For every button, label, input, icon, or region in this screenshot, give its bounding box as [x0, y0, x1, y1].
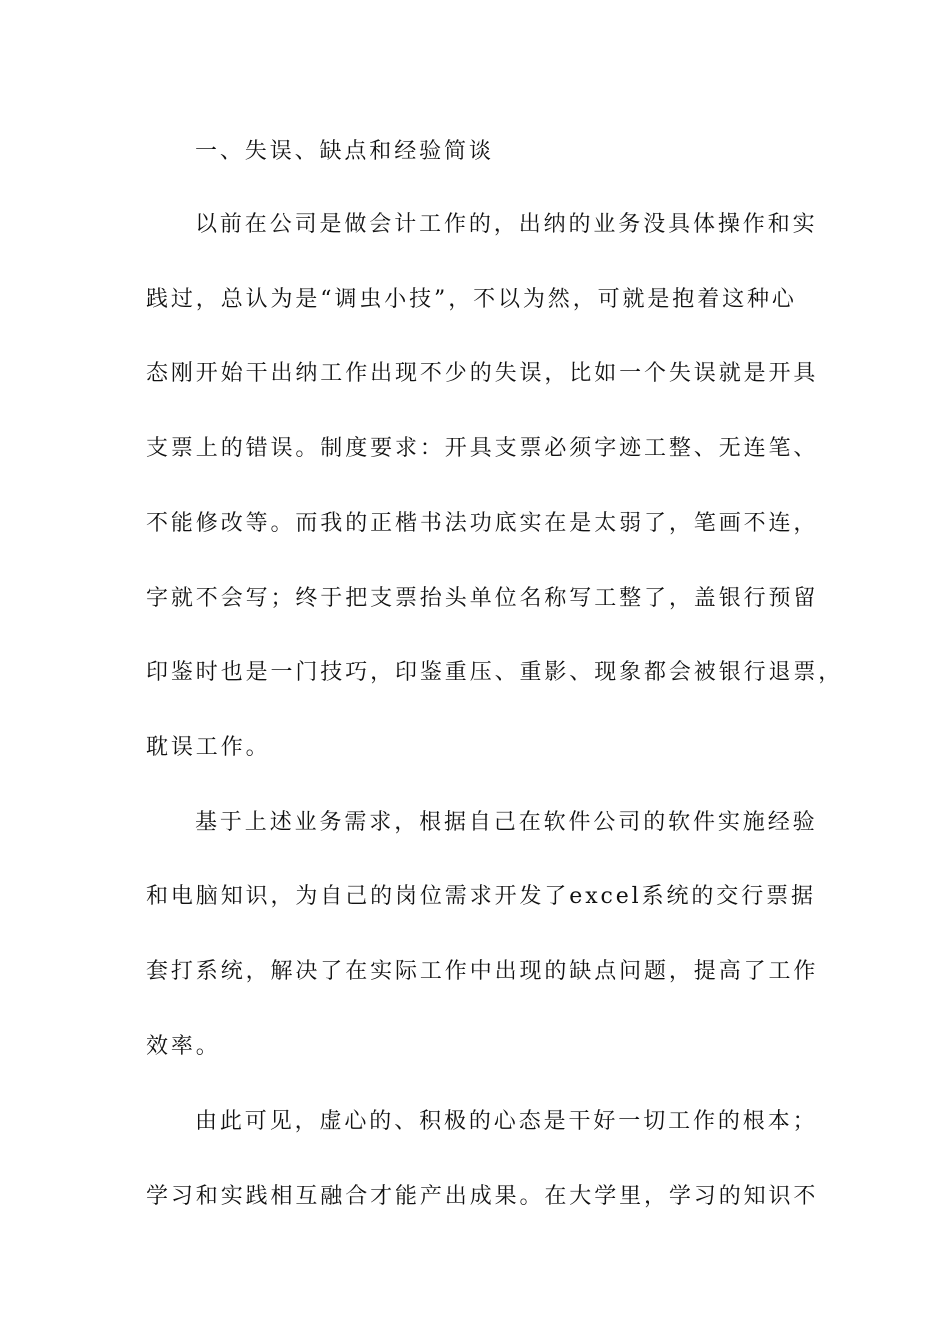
- paragraph-line: 不能修改等。而我的正楷书法功底实在是太弱了，笔画不连，: [146, 511, 819, 536]
- paragraph-line: 字就不会写；终于把支票抬头单位名称写工整了，盖银行预留: [146, 586, 819, 611]
- paragraph-line: 基于上述业务需求，根据自己在软件公司的软件实施经验: [195, 810, 818, 835]
- paragraph-line: 套打系统，解决了在实际工作中出现的缺点问题，提高了工作: [146, 959, 819, 984]
- paragraph-line: 践过，总认为是“调虫小技”，不以为然，可就是抱着这种心: [146, 287, 797, 312]
- paragraph-line: 由此可见，虚心的、积极的心态是干好一切工作的根本；: [195, 1109, 818, 1134]
- section-heading: 一、失误、缺点和经验简谈: [195, 139, 494, 164]
- paragraph-line: 以前在公司是做会计工作的，出纳的业务没具体操作和实: [195, 212, 818, 237]
- paragraph-line: 支票上的错误。制度要求：开具支票必须字迹工整、无连笔、: [146, 436, 819, 461]
- paragraph-line: 态刚开始干出纳工作出现不少的失误，比如一个失误就是开具: [146, 361, 819, 386]
- paragraph-line: 耽误工作。: [146, 735, 271, 760]
- paragraph-line: 和电脑知识，为自己的岗位需求开发了excel系统的交行票据: [146, 884, 816, 909]
- paragraph-line: 印鉴时也是一门技巧，印鉴重压、重影、现象都会被银行退票，: [146, 660, 844, 685]
- paragraph-line: 学习和实践相互融合才能产出成果。在大学里，学习的知识不: [146, 1184, 819, 1209]
- paragraph-line: 效率。: [146, 1034, 221, 1059]
